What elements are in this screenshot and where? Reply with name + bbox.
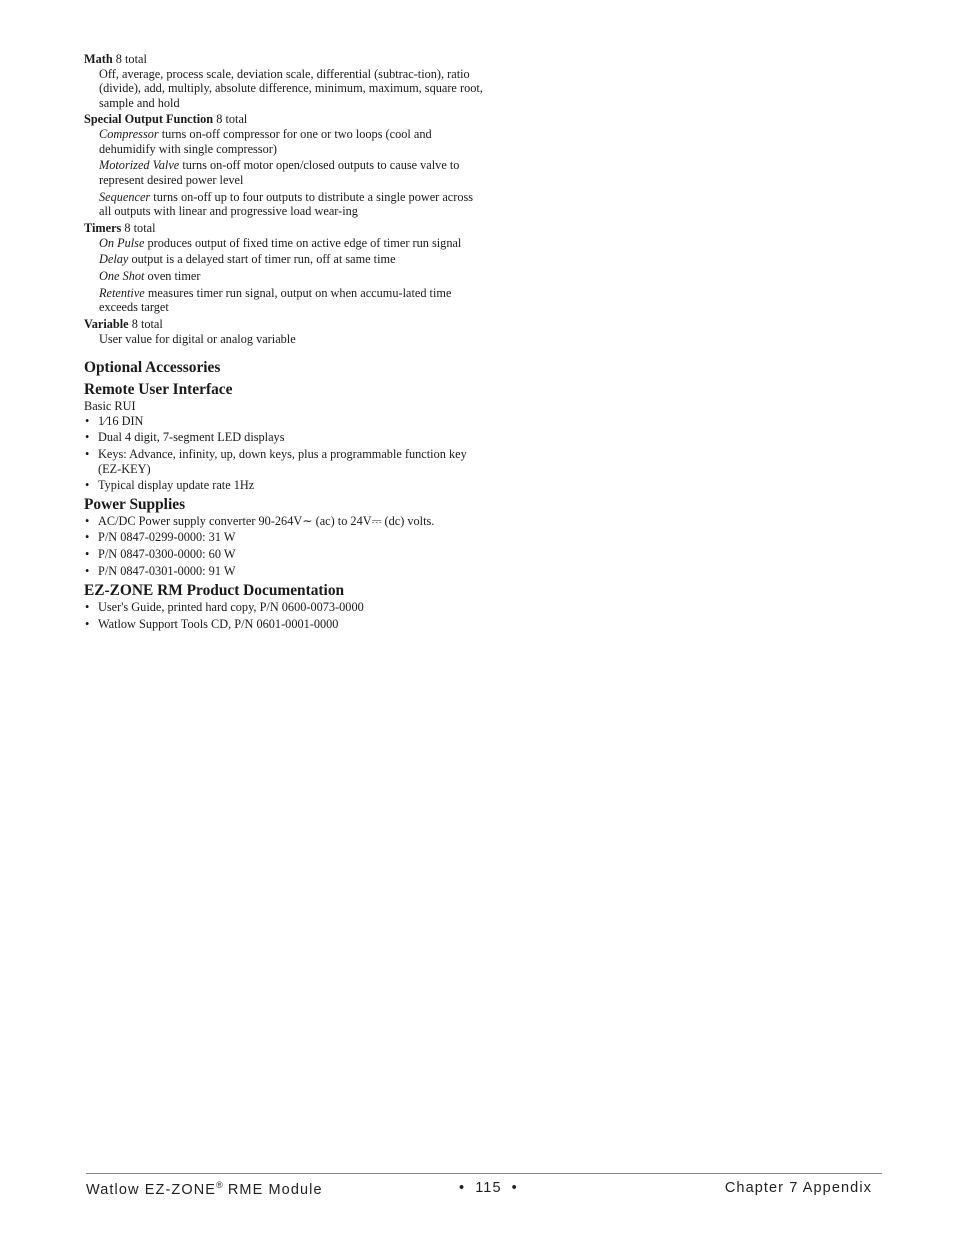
entry-timers (84, 221, 484, 315)
item-text: measures timer run signal, output on when accumu-lated time exceeds target (99, 285, 452, 315)
item-text: produces output of fixed time on active edge of timer run signal (147, 235, 462, 250)
entry-item (99, 127, 484, 156)
list-item: • Typical display update rate 1Hz (84, 478, 484, 493)
section-heading-power-supplies: Power Supplies (84, 495, 186, 513)
entry-description: Off, average, process scale, deviation scale, differential (subtrac-tion), ratio (divide), add, multiply, absolute difference, minimum, maximum, square root, sample and hold (99, 66, 483, 110)
item-term: Compressor (99, 126, 159, 141)
entry-variable (84, 317, 484, 346)
rui-intro: Basic RUI (84, 399, 136, 414)
entry-item (99, 252, 484, 267)
footer-divider (86, 1173, 882, 1174)
item-term: On Pulse (99, 235, 145, 250)
entry-name: Math (84, 52, 113, 66)
entry-count: 8 total (131, 317, 163, 332)
item-text: turns on-off up to four outputs to distribute a single power across all outputs with linear and progressive load wear-ing (99, 189, 474, 219)
item-text: output is a delayed start of timer run, off at same time (131, 252, 396, 267)
page-number: 115 (475, 1180, 502, 1196)
list-item: • P/N 0847-0299-0000: 31 W (84, 530, 484, 545)
entry-count: 8 total (115, 52, 147, 66)
item-term: Delay (99, 252, 129, 267)
entry-special-output-function (84, 112, 484, 219)
footer-product-name: Watlow EZ-ZONE® RME Module (86, 1180, 323, 1198)
entry-item (99, 269, 484, 284)
section-heading-product-documentation: EZ-ZONE RM Product Documentation (84, 582, 345, 600)
entry-name: Variable (84, 317, 129, 332)
entry-item (99, 158, 484, 187)
bullet-glyph: • (459, 1180, 466, 1196)
list-item: • Keys: Advance, infinity, up, down keys, plus a programmable function key (EZ-KEY) (84, 447, 484, 476)
item-text: turns on-off compressor for one or two loops (cool and dehumidify with single compressor) (99, 126, 432, 156)
entry-count: 8 total (124, 220, 156, 235)
list-item: • User's Guide, printed hard copy, P/N 0600-0073-0000 (84, 600, 484, 615)
entry-heading (84, 317, 484, 332)
item-text: oven timer (147, 269, 201, 284)
docs-bullet-list (84, 600, 484, 631)
page-content (84, 52, 484, 633)
entry-math (84, 52, 484, 110)
list-item: • P/N 0847-0300-0000: 60 W (84, 547, 484, 562)
list-item: • Dual 4 digit, 7-segment LED displays (84, 430, 484, 445)
entry-heading (84, 112, 484, 127)
footer-chapter: Chapter 7 Appendix (724, 1180, 872, 1196)
item-term: Motorized Valve (99, 158, 180, 173)
list-item: • Watlow Support Tools CD, P/N 0601-0001-0000 (84, 617, 484, 632)
entry-item (99, 236, 484, 251)
list-item: • AC/DC Power supply converter 90-264V∼ (ac) to 24V⎓ (dc) volts. (84, 514, 484, 529)
section-heading-remote-user-interface: Remote User Interface (84, 381, 233, 399)
item-term: Retentive (99, 285, 145, 300)
entry-description: User value for digital or analog variable (99, 331, 296, 346)
registered-mark: ® (216, 1180, 223, 1190)
list-item: • P/N 0847-0301-0000: 91 W (84, 564, 484, 579)
item-term: Sequencer (99, 189, 151, 204)
list-item: • 1⁄16 DIN (84, 414, 484, 429)
section-heading-optional-accessories: Optional Accessories (84, 359, 221, 377)
item-term: One Shot (99, 269, 145, 284)
footer-page-number (459, 1180, 518, 1196)
entry-count: 8 total (216, 112, 248, 127)
entry-item (99, 190, 484, 219)
bullet-glyph: • (511, 1180, 518, 1196)
entry-heading (84, 52, 484, 67)
entry-name: Timers (84, 220, 122, 235)
entry-heading (84, 221, 484, 236)
entry-item (99, 286, 484, 315)
entry-name: Special Output Function (84, 112, 214, 127)
rui-bullet-list (84, 414, 484, 493)
power-bullet-list (84, 514, 484, 578)
item-text: turns on-off motor open/closed outputs to cause valve to represent desired power level (99, 158, 460, 187)
